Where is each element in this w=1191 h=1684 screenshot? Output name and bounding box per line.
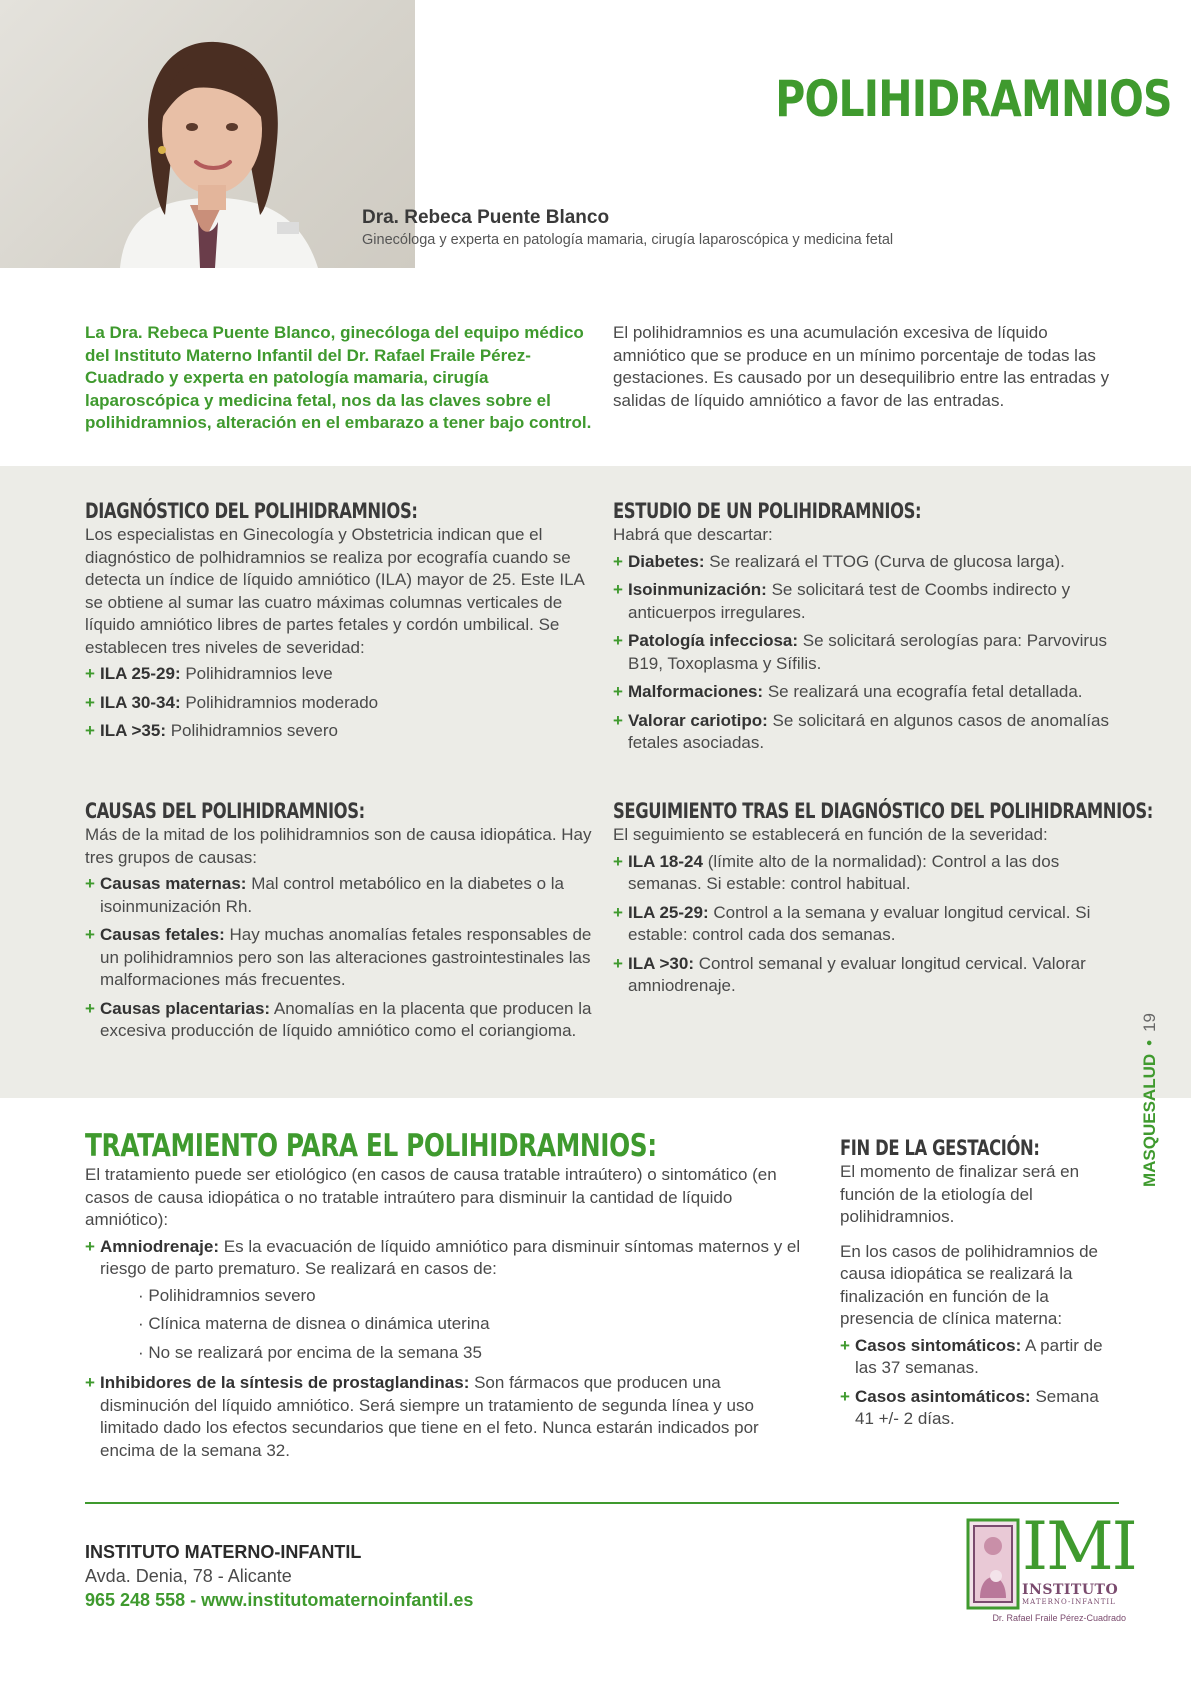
side-magazine-label: [1135, 990, 1165, 1210]
author-role: Ginecóloga y experta en patología mamaria, cirugía laparoscópica y medicina fetal: [362, 232, 894, 248]
list-item: + ILA >35: Polihidramnios severo: [85, 720, 595, 743]
sub-item: · No se realizará por encima de la semana 35: [138, 1342, 815, 1365]
end-list: [840, 1335, 1115, 1431]
section-text: Más de la mitad de los polihidramnios son de causa idiopática. Hay tres grupos de causas:: [85, 825, 592, 867]
list-item: + Valorar cariotipo: Se solicitará en algunos casos de anomalías fetales asociadas.: [613, 710, 1128, 755]
author-portrait-illustration: [0, 0, 415, 268]
list-item: + Patología infecciosa: Se solicitará serologías para: Parvovirus B19, Toxoplasma y Sífilis.: [613, 630, 1128, 675]
section-text: El tratamiento puede ser etiológico (en casos de causa tratable intraútero) o sintomático (en casos de causa idiopática o no tratable intraútero para disminuir la cantidad de líquido amniótico):: [85, 1165, 777, 1229]
author-photo: [0, 0, 415, 268]
section-text: Habrá que descartar:: [613, 525, 773, 544]
list-item: + Causas fetales: Hay muchas anomalías fetales responsables de un polihidramnios pero son las alteraciones gastrointestinales las malformaciones más frecuentes.: [85, 924, 595, 992]
section-text: Los especialistas en Ginecología y Obstetricia indican que el diagnóstico de polhidramnios se realiza por ecografía cuando se detecta un índice de líquido amniótico (ILA) mayor de 25. Este ILA se obtiene al sumar las cuatro máximas columnas verticales de líquido amniótico libres de partes fetales y cordón umbilical. Se establecen tres niveles de severidad:: [85, 525, 584, 657]
list-item: + Causas placentarias: Anomalías en la placenta que producen la excesiva producción de líquido amniótico como el coriangioma.: [85, 998, 595, 1043]
list-item: + ILA >30: Control semanal y evaluar longitud cervical. Valorar amniodrenaje.: [613, 953, 1128, 998]
list-item: + Isoinmunización: Se solicitará test de Coombs indirecto y anticuerpos irregulares.: [613, 579, 1128, 624]
section-heading: CAUSAS DEL POLIHIDRAMNIOS:: [85, 799, 365, 823]
intro-body: El polihidramnios es una acumulación excesiva de líquido amniótico que se produce en un mínimo porcentaje de todas las gestaciones. Es causado por un desequilibrio entre las entradas y salidas de líquido amniótico a favor de las entradas.: [613, 323, 1110, 410]
intro-lead: La Dra. Rebeca Puente Blanco, ginecóloga del equipo médico del Instituto Materno Infantil del Dr. Rafael Fraile Pérez-Cuadrado y experta en patología mamaria, cirugía laparoscópica y medicina fetal, nos da las claves sobre el polihidramnios, alteración en el embarazo a tener bajo control.: [85, 323, 592, 432]
list-item: + ILA 25-29: Polihidramnios leve: [85, 663, 595, 686]
severity-list: [85, 663, 595, 743]
logo-line1: INSTITUTO: [1022, 1582, 1119, 1598]
section-tratamiento: [85, 1128, 815, 1468]
footer-address: Avda. Denia, 78 - Alicante: [85, 1566, 292, 1586]
logo-brand: IMI: [1022, 1508, 1136, 1585]
sub-list: [100, 1285, 815, 1365]
sub-item: · Polihidramnios severo: [138, 1285, 815, 1308]
treatment-list: [85, 1236, 815, 1463]
section-heading: DIAGNÓSTICO DEL POLIHIDRAMNIOS:: [85, 499, 418, 523]
list-item: + ILA 25-29: Control a la semana y evaluar longitud cervical. Si estable: control cada dos semanas.: [613, 902, 1128, 947]
sub-item: · Clínica materna de disnea o dinámica uterina: [138, 1313, 815, 1336]
section-heading: TRATAMIENTO PARA EL POLIHIDRAMNIOS:: [85, 1128, 657, 1164]
list-item: + ILA 18-24 (límite alto de la normalidad): Control a las dos semanas. Si estable: control habitual.: [613, 851, 1128, 896]
author-name: Dra. Rebeca Puente Blanco: [362, 207, 610, 228]
footer: [85, 1540, 473, 1612]
section-heading: ESTUDIO DE UN POLIHIDRAMNIOS:: [613, 499, 922, 523]
footer-divider: [85, 1502, 1119, 1504]
logo-doctor: Dr. Rafael Fraile Pérez-Cuadrado: [992, 1613, 1126, 1623]
list-item: + Causas maternas: Mal control metabólico en la diabetes o la isoinmunización Rh.: [85, 873, 595, 918]
section-diagnostico: [85, 498, 595, 749]
section-fin-gestacion: [840, 1135, 1115, 1437]
section-heading: SEGUIMIENTO TRAS EL DIAGNÓSTICO DEL POLIHIDRAMNIOS:: [613, 799, 1153, 823]
magazine-name: MASQUESALUD: [1140, 1053, 1159, 1188]
followup-list: [613, 851, 1128, 998]
section-seguimiento: [613, 798, 1153, 1004]
list-item: + Diabetes: Se realizará el TTOG (Curva de glucosa larga).: [613, 551, 1128, 574]
list-item: + Casos sintomáticos: A partir de las 37 semanas.: [840, 1335, 1115, 1380]
list-item: + Inhibidores de la síntesis de prostaglandinas: Son fármacos que producen una disminución del líquido amniótico. Será siempre un tratamiento de segunda línea y uso limitado dado los efectos secundarios que tiene en el feto. Nunca estarán indicados por encima de la semana 32.: [85, 1372, 815, 1462]
causes-list: [85, 873, 595, 1043]
list-item: + Malformaciones: Se realizará una ecografía fetal detallada.: [613, 681, 1128, 704]
section-text: El seguimiento se establecerá en función de la severidad:: [613, 825, 1048, 844]
study-list: [613, 551, 1128, 755]
list-item: + Amniodrenaje: Es la evacuación de líquido amniótico para disminuir síntomas maternos y el riesgo de parto prematuro. Se realizará en casos de: · Polihidramnios severo · Clínica materna de disnea o dinámica uterina · No se realizará por encima de la semana 35: [85, 1236, 815, 1365]
section-text: El momento de finalizar será en función de la etiología del polihidramnios.: [840, 1162, 1080, 1226]
list-item: + ILA 30-34: Polihidramnios moderado: [85, 692, 595, 715]
section-text: En los casos de polihidramnios de causa idiopática se realizará la finalización en función de la presencia de clínica materna:: [840, 1241, 1098, 1328]
section-estudio: [613, 498, 1128, 761]
footer-org: INSTITUTO MATERNO-INFANTIL: [85, 1542, 362, 1562]
logo-emblem-icon: [966, 1518, 1022, 1610]
footer-contact[interactable]: 965 248 558 - www.institutomaternoinfantil.es: [85, 1590, 474, 1610]
section-causas: [85, 798, 595, 1049]
page-number: 19: [1140, 1012, 1159, 1032]
imi-logo: [966, 1508, 1136, 1628]
page-title: POLIHIDRAMNIOS: [775, 70, 1172, 128]
logo-line2: MATERNO-INFANTIL: [1022, 1598, 1116, 1606]
list-item: + Casos asintomáticos: Semana 41 +/- 2 días.: [840, 1386, 1115, 1431]
separator-dot: •: [1140, 1039, 1159, 1046]
section-heading: FIN DE LA GESTACIÓN:: [840, 1136, 1040, 1160]
